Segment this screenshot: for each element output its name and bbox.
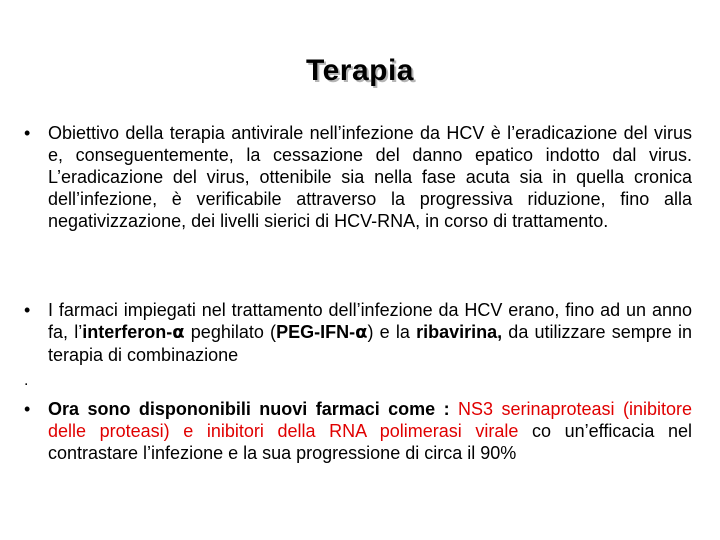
bullet-item-1 xyxy=(24,122,692,232)
ribavirina-term: ribavirina, xyxy=(416,322,503,342)
text-segment: co un’efficacia nel contrastare l’infezione e la sua progressione di circa il 90% xyxy=(48,421,692,463)
alpha-symbol: α xyxy=(172,322,185,343)
text-segment: da utilizzare sempre in terapia di combinazione xyxy=(48,322,692,365)
bullet-marker: • xyxy=(24,123,31,143)
interferon-term: interferon- xyxy=(82,322,173,342)
slide-title: Terapia xyxy=(306,54,414,87)
text-segment: ) e la xyxy=(367,322,417,342)
text-segment: I farmaci impiegati nel trattamento dell’infezione da HCV erano, fino ad un anno fa, l’ xyxy=(48,300,692,342)
bullet-marker: • xyxy=(24,399,31,419)
text-segment-bold: Ora sono dispononibili nuovi farmaci come : xyxy=(48,399,459,419)
bullet-marker: • xyxy=(24,300,31,320)
bullet-text-2 xyxy=(48,299,692,366)
stray-period: . xyxy=(24,372,29,389)
bullet-text-3 xyxy=(48,398,692,464)
peg-ifn-term: PEG-IFN- xyxy=(276,322,356,342)
bullet-item-3 xyxy=(24,398,692,464)
bullet-item-2 xyxy=(24,299,692,366)
alpha-symbol: α xyxy=(355,322,368,343)
bullet-text-1: Obiettivo della terapia antivirale nell’infezione da HCV è l’eradicazione del virus e, conseguentemente, la cessazione del danno epatico indotto dal virus. L’eradicazione del virus, ottenibile sia nella fase acuta sia in quella cronica dell’infezione, è verificabile attraverso la progressiva riduzione, fino alla negativizzazione, dei livelli sierici di HCV-RNA, in corso di trattamento. xyxy=(48,123,692,231)
new-drugs-highlight: NS3 serinaproteasi (inibitore delle proteasi) e inibitori della RNA polimerasi virale xyxy=(48,399,692,441)
text-segment: peghilato ( xyxy=(184,322,277,342)
